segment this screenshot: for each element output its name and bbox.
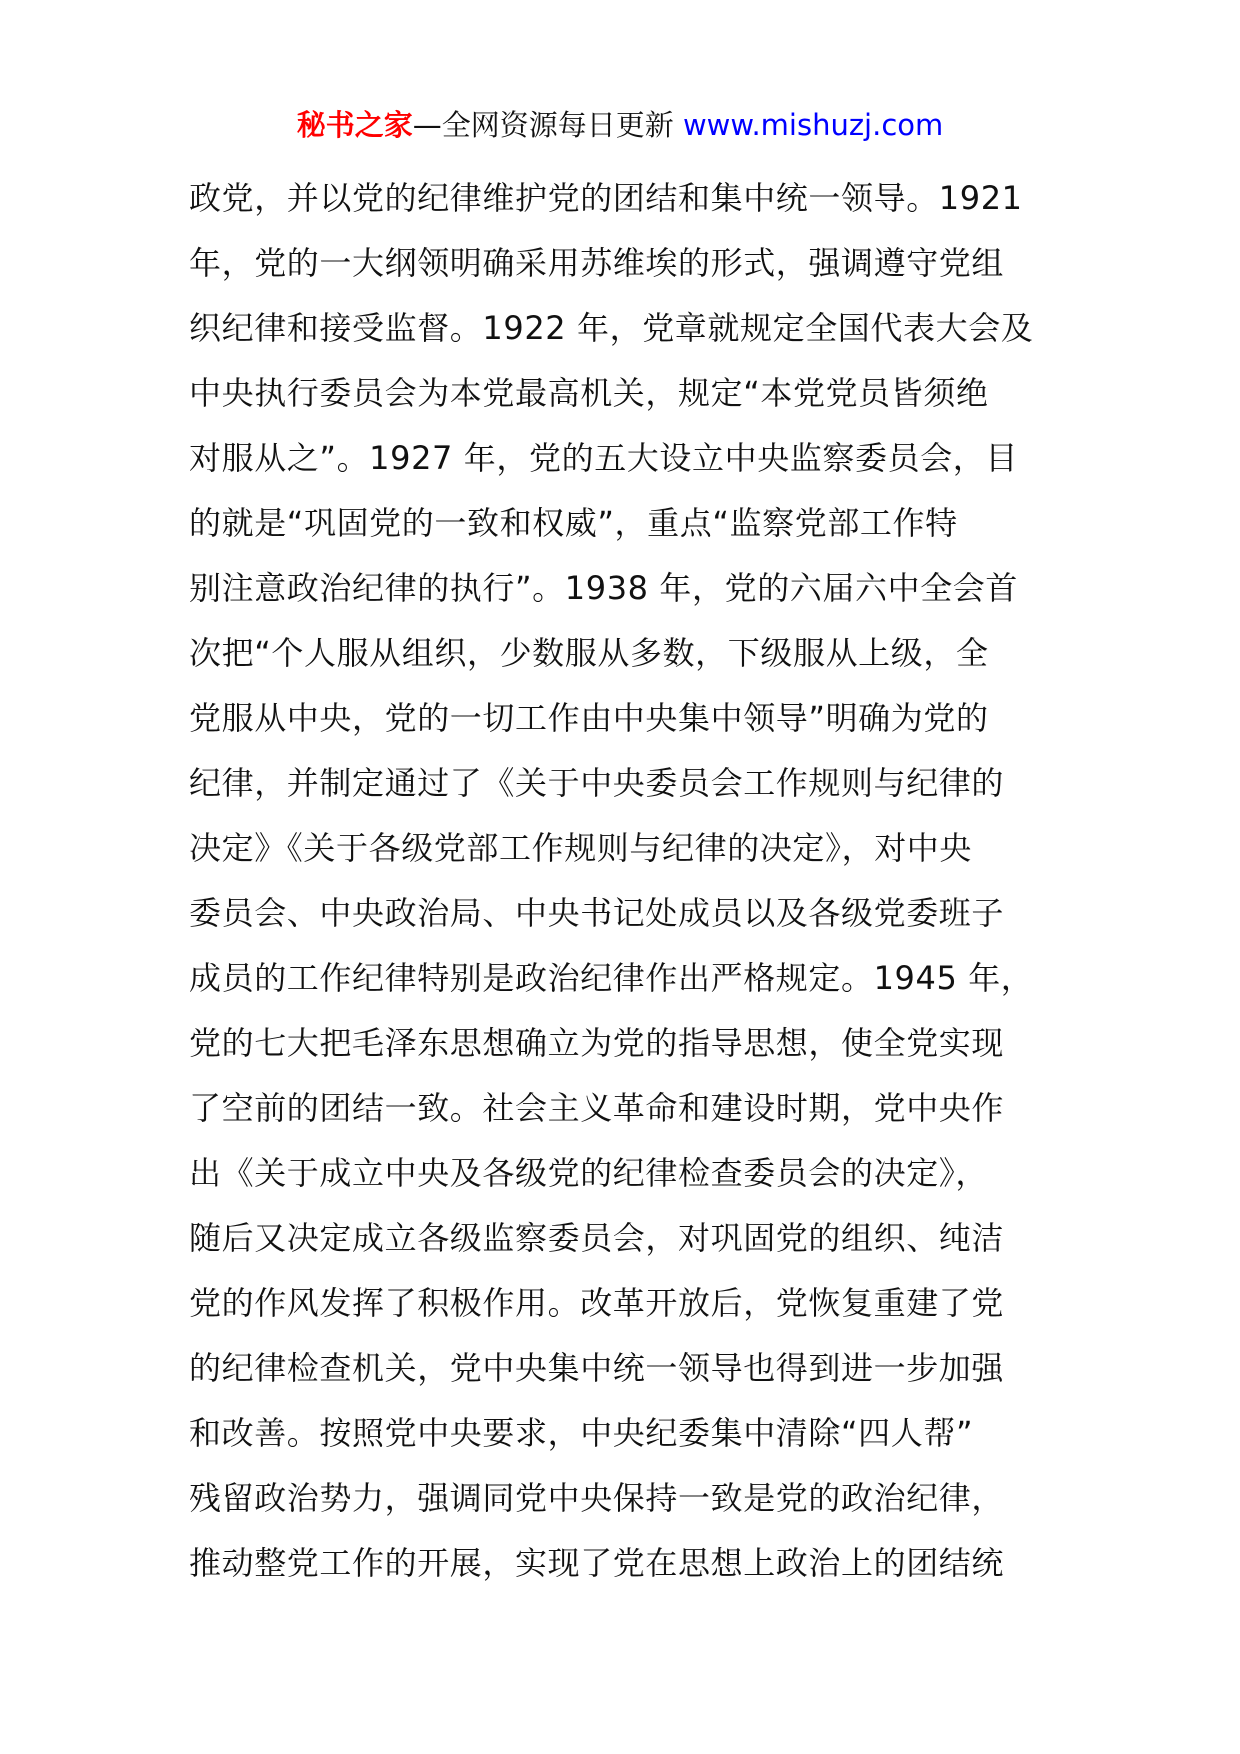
body-line: 残留政治势力，强调同党中央保持一致是党的政治纪律， (189, 1479, 1005, 1517)
body-line: 推动整党工作的开展，实现了党在思想上政治上的团结统 (189, 1544, 1005, 1582)
body-line: 的纪律检查机关，党中央集中统一领导也得到进一步加强 (189, 1349, 1005, 1387)
body-line: 党服从中央，党的一切工作由中央集中领导”明确为党的 (189, 699, 989, 737)
site-url-link[interactable]: www.mishuzj.com (682, 108, 944, 142)
body-line: 对服从之”。1927 年，党的五大设立中央监察委员会，目 (189, 439, 1018, 477)
body-line: 次把“个人服从组织，少数服从多数，下级服从上级，全 (189, 634, 989, 672)
body-line: 委员会、中央政治局、中央书记处成员以及各级党委班子 (189, 894, 1005, 932)
body-line: 的就是“巩固党的一致和权威”，重点“监察党部工作特 (189, 504, 958, 542)
body-line: 别注意政治纪律的执行”。1938 年，党的六届六中全会首 (189, 569, 1018, 607)
body-line: 成员的工作纪律特别是政治纪律作出严格规定。1945 年， (189, 959, 1034, 997)
body-line: 政党，并以党的纪律维护党的团结和集中统一领导。1921 (189, 179, 1023, 217)
body-line: 出《关于成立中央及各级党的纪律检查委员会的决定》， (189, 1154, 989, 1192)
body-line: 党的作风发挥了积极作用。改革开放后，党恢复重建了党 (189, 1284, 1005, 1322)
brand-name: 秘书之家 (296, 108, 413, 142)
document-body (189, 166, 1069, 1596)
body-line: 年，党的一大纲领明确采用苏维埃的形式，强调遵守党组 (189, 244, 1005, 282)
body-line: 随后又决定成立各级监察委员会，对巩固党的组织、纯洁 (189, 1219, 1005, 1257)
body-line: 和改善。按照党中央要求，中央纪委集中清除“四人帮” (189, 1414, 974, 1452)
body-line: 织纪律和接受监督。1922 年，党章就规定全国代表大会及 (189, 309, 1034, 347)
body-line: 党的七大把毛泽东思想确立为党的指导思想，使全党实现 (189, 1024, 1005, 1062)
header-tagline: —全网资源每日更新 (412, 108, 683, 142)
page-header (0, 103, 1240, 147)
body-line: 决定》《关于各级党部工作规则与纪律的决定》，对中央 (189, 829, 973, 867)
body-line: 中央执行委员会为本党最高机关，规定“本党党员皆须绝 (189, 374, 989, 412)
body-line: 了空前的团结一致。社会主义革命和建设时期，党中央作 (189, 1089, 1005, 1127)
body-line: 纪律，并制定通过了《关于中央委员会工作规则与纪律的 (189, 764, 1005, 802)
